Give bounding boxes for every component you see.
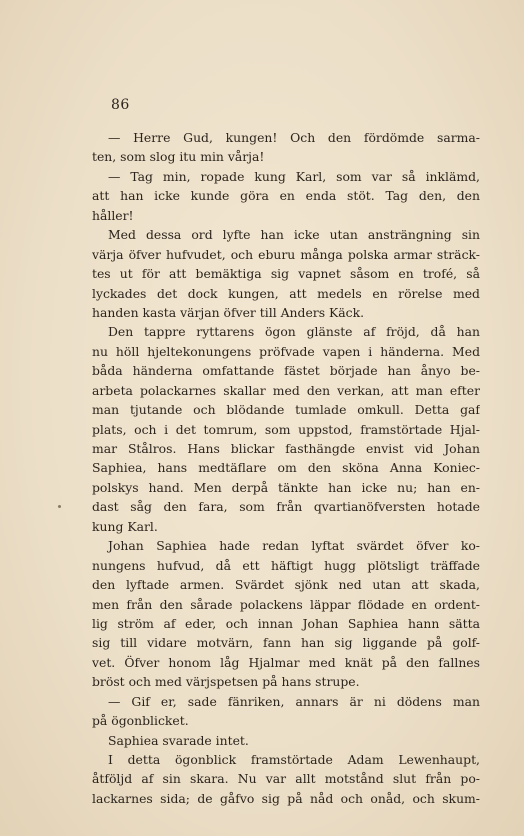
text-line: Saphiea, hans medtäflare om den sköna Anna Koniec- (92, 460, 480, 476)
text-line: polskys hand. Men derpå tänkte han icke nu; han en- (92, 479, 480, 495)
text-line: Med dessa ord lyfte han icke utan ansträngning sin (108, 227, 480, 243)
text-line: lig ström af eder, och innan Johan Saphiea hann sätta (92, 615, 480, 631)
text-line: lackarnes sida; de gåfvo sig på nåd och onåd, och skum- (92, 790, 480, 806)
text-line: lyckades det dock kungen, att medels en rörelse med (92, 285, 480, 301)
text-line: plats, och i det tomrum, som uppstod, framstörtade Hjal- (92, 421, 480, 437)
text-line: vet. Öfver honom låg Hjalmar med knät på den fallnes (92, 654, 480, 670)
text-line: nu höll hjeltekonungens pröfvade vapen i händerna. Med (92, 343, 480, 359)
text-line: — Gif er, sade fänriken, annars är ni dödens man (108, 693, 480, 709)
text-line: båda händerna omfattande fästet började han ånyo be- (92, 363, 480, 379)
text-line: handen kasta värjan öfver till Anders Käck. (92, 304, 365, 320)
text-line: — Tag min, ropade kung Karl, som var så inklämd, (108, 168, 480, 184)
text-line: sig till vidare motvärn, fann han sig liggande på golf- (92, 635, 480, 651)
text-line: den lyftade armen. Svärdet sjönk ned utan att skada, (92, 577, 480, 593)
margin-speck (58, 505, 61, 508)
text-line: bröst och med värjspetsen på hans strupe. (92, 674, 360, 690)
text-line: — Herre Gud, kungen! Och den fördömde sarma- (108, 130, 480, 145)
text-line: åtföljd af sin skara. Nu var allt motstånd slut från po- (92, 771, 480, 787)
text-line: dast såg den fara, som från qvartianöfversten hotade (92, 499, 480, 515)
text-line: kung Karl. (92, 518, 158, 534)
text-line: Saphiea svarade intet. (108, 732, 249, 748)
text-line: Den tappre ryttarens ögon glänste af fröjd, då han (108, 324, 480, 340)
text-line: på ögonblicket. (92, 713, 189, 729)
text-line: värja öfver hufvudet, och eburu många polska armar sträck- (92, 246, 480, 262)
text-line: att han icke kunde göra en enda stöt. Tag den, den (92, 188, 480, 204)
text-line: håller! (92, 207, 134, 223)
body-text (92, 128, 480, 808)
text-line: tes ut för att bemäktiga sig vapnet såsom en trofé, så (92, 266, 480, 282)
page-number: 86 (111, 97, 130, 113)
text-line: man tjutande och blödande tumlade omkull. Detta gaf (92, 402, 480, 418)
text-line: nungens hufvud, då ett häftigt hugg plötsligt träffade (92, 557, 480, 573)
text-line: men från den sårade polackens läppar flödade en ordent- (92, 596, 480, 612)
text-line: mar Stålros. Hans blickar fasthängde envist vid Johan (92, 441, 480, 456)
text-line: arbeta polackarnes skallar med den verkan, att man efter (92, 382, 480, 398)
text-line: ten, som slog itu min vårja! (92, 149, 265, 165)
text-line: Johan Saphiea hade redan lyftat svärdet öfver ko- (108, 538, 480, 554)
text-line: I detta ögonblick framstörtade Adam Lewenhaupt, (108, 752, 480, 767)
